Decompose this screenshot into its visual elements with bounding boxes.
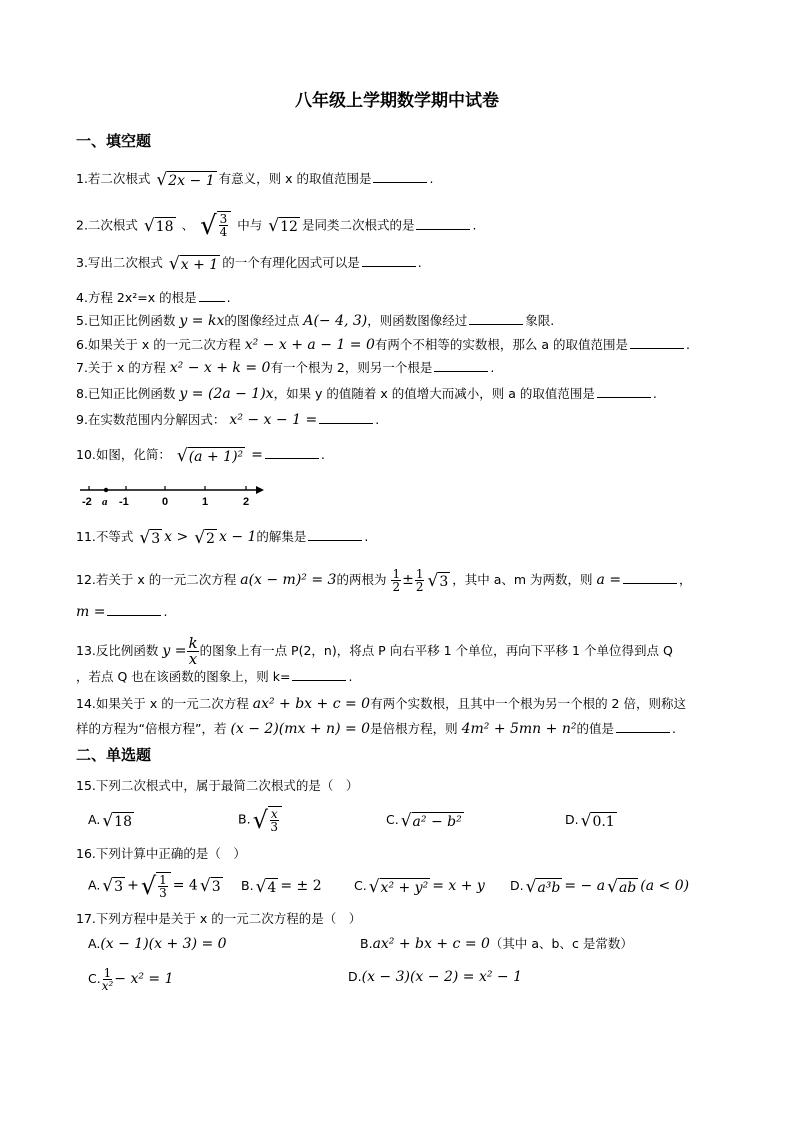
question-2: 2.二次根式 √ 18 、 √ $\frac{3}{4}$ 中与 √ 12 是同类二次根式的是 . [76, 211, 477, 241]
sqrt-expression: √ 3 [427, 570, 449, 591]
question-4: 4.方程 2x²=x 的根是 . [76, 290, 231, 305]
option-16-a[interactable]: A. √ 3 + √ $\frac{1}{3}$ = 4 √ 3 [88, 872, 221, 900]
option-15-d[interactable]: D. √ 0.1 [565, 810, 615, 831]
option-16-d[interactable]: D. √ a³b = − a √ ab (a < 0) [510, 876, 690, 897]
answer-blank[interactable] [416, 217, 470, 230]
question-11: 11.不等式 √ 3 x > √ 2 x − 1的解集是 . [76, 527, 369, 548]
option-17-b[interactable]: B.ax² + bx + c = 0（其中 a、b、c 是常数） [360, 936, 633, 952]
sqrt-expression: √ 2x − 1 [156, 169, 215, 190]
question-8: 8.已知正比例函数 y = (2a − 1)x，如果 y 的值随着 x 的值增大而减小，则 a 的取值范围是 . [76, 386, 657, 402]
fraction-one-half: $\frac{1}{2}$ [415, 567, 424, 594]
sqrt-expression: √ 18 [143, 216, 174, 236]
question-5: 5.已知正比例函数 y = kx的图像经过点 A(− 4, 3)，则函数图像经过 象限. [76, 313, 555, 329]
label-neg-2: -2 [82, 496, 92, 508]
question-12: 12.若关于 x 的一元二次方程 a(x − m)² = 3的两根为 $\frac{1}{2}$ ± $\frac{1}{2}$ √ 3 ，其中 a、m 为两数，则 a = ， [76, 567, 692, 594]
option-15-b[interactable]: B. √ $\frac{x}{3}$ [238, 806, 284, 834]
answer-blank[interactable] [265, 446, 319, 459]
question-12-cont: m = . [76, 604, 168, 620]
label-a: a [102, 496, 108, 508]
sqrt-expression: √ 3 [139, 527, 161, 548]
sqrt-fraction: √ $\frac{3}{4}$ [200, 211, 231, 241]
page-title: 八年级上学期数学期中试卷 [295, 91, 499, 111]
question-3: 3.写出二次根式 √ x + 1 的一个有理化因式可以是 . [76, 253, 422, 274]
label-0: 0 [162, 496, 169, 508]
option-17-a[interactable]: A.(x − 1)(x + 3) = 0 [88, 936, 227, 952]
section-fill-in: 一、填空题 [76, 132, 152, 150]
option-16-b[interactable]: B. √ 4 = ± 2 [241, 876, 322, 897]
question-13-cont: ，若点 Q 也在该函数的图象上，则 k= . [76, 669, 353, 684]
option-15-a[interactable]: A. √ 18 [88, 810, 132, 831]
question-16: 16.下列计算中正确的是（ ） [76, 846, 246, 861]
answer-blank[interactable] [308, 528, 362, 541]
answer-blank[interactable] [362, 254, 416, 267]
question-13: 13.反比例函数 y = $\frac{k}{x}$ 的图象上有一点 P(2，n)，将点 P 向右平移 1 个单位，再向下平移 1 个单位得到点 Q [76, 634, 673, 668]
answer-blank[interactable] [373, 170, 427, 183]
answer-blank[interactable] [199, 289, 225, 302]
fraction-k-over-x: $\frac{k}{x}$ [188, 634, 198, 668]
answer-blank[interactable] [292, 668, 346, 681]
sqrt-expression: √ (a + 1)² [176, 445, 244, 466]
question-17: 17.下列方程中是关于 x 的一元二次方程的是（ ） [76, 911, 362, 926]
sqrt-expression: √ x + 1 [168, 253, 219, 274]
question-1: 1.若二次根式 √ 2x − 1 有意义，则 x 的取值范围是 . [76, 169, 434, 190]
section-single-choice: 二、单选题 [76, 746, 152, 764]
question-9: 9.在实数范围内分解因式： x² − x − 1 = . [76, 412, 380, 428]
sqrt-expression: √ 2 [194, 527, 215, 548]
answer-blank[interactable] [469, 312, 523, 325]
question-10: 10.如图，化简： √ (a + 1)² = . [76, 445, 325, 466]
label-2: 2 [243, 496, 250, 508]
answer-blank[interactable] [616, 720, 670, 733]
answer-blank[interactable] [597, 385, 651, 398]
question-14: 14.如果关于 x 的一元二次方程 ax² + bx + c = 0有两个实数根，且其中一个根为另一个根的 2 倍，则称这 [76, 696, 686, 712]
label-neg-1: -1 [119, 496, 129, 508]
answer-blank-m[interactable] [107, 603, 161, 616]
option-16-c[interactable]: C. √ x² + y² = x + y [354, 876, 485, 897]
sqrt-expression: √ 12 [268, 216, 298, 236]
answer-blank-a[interactable] [623, 571, 677, 584]
option-17-d[interactable]: D.(x − 3)(x − 2) = x² − 1 [348, 969, 523, 985]
answer-blank[interactable] [630, 336, 684, 349]
point-a-dot [104, 488, 108, 492]
answer-blank[interactable] [319, 411, 373, 424]
fraction-one-half: $\frac{1}{2}$ [392, 567, 401, 594]
answer-blank[interactable] [434, 359, 488, 372]
question-7: 7.关于 x 的方程 x² − x + k = 0有一个根为 2，则另一个根是 . [76, 360, 495, 376]
question-15: 15.下列二次根式中，属于最简二次根式的是（ ） [76, 778, 359, 793]
label-1: 1 [202, 496, 209, 508]
number-line-figure [78, 484, 268, 510]
arrow-head-icon [256, 486, 264, 494]
option-15-c[interactable]: C. √ a² − b² [386, 810, 462, 831]
option-17-c[interactable]: C. $\frac{1}{\text{x²}}$ − x² = 1 [88, 966, 174, 993]
question-14-cont: 样的方程为“倍根方程”，若 (x − 2)(mx + n) = 0是倍根方程，则 4m² + 5mn + n²的值是 . [76, 721, 676, 737]
question-6: 6.如果关于 x 的一元二次方程 x² − x + a − 1 = 0有两个不相等的实数根，那么 a 的取值范围是 . [76, 337, 690, 353]
